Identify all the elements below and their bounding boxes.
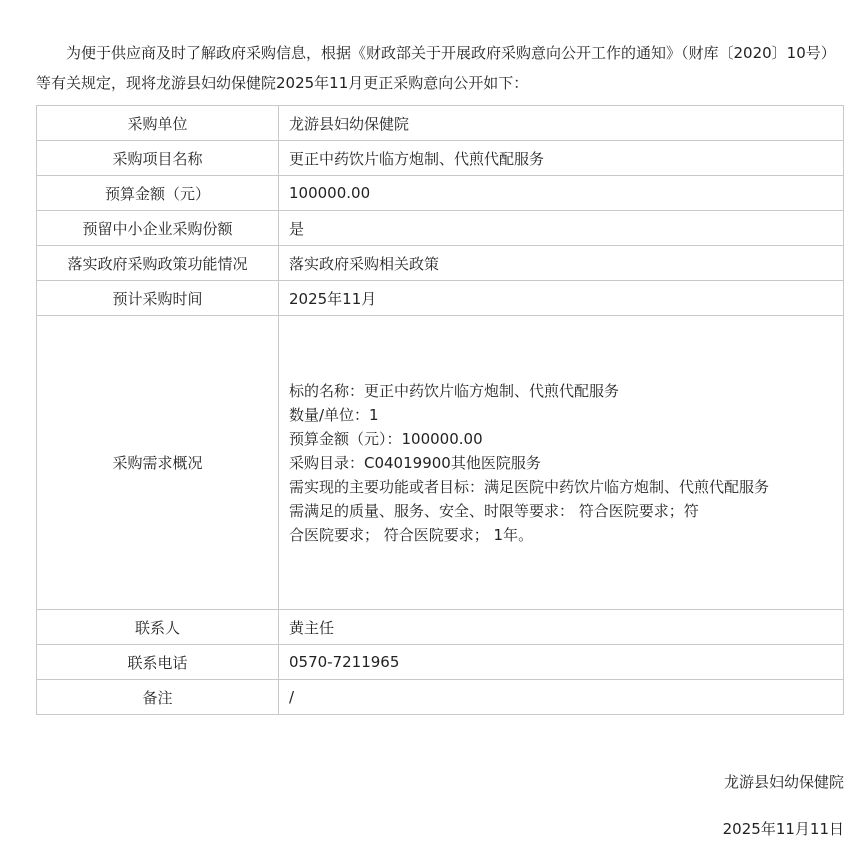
demand-line: 标的名称：更正中药饮片临方炮制、代煎代配服务 — [289, 381, 620, 400]
footer-organization: 龙游县妇幼保健院 — [723, 773, 844, 791]
demand-line: 需实现的主要功能或者目标：满足医院中药饮片临方炮制、代煎代配服务 — [289, 477, 770, 496]
table-row — [37, 610, 844, 645]
demand-summary-cell — [279, 316, 844, 610]
row-value: 落实政府采购相关政策 — [279, 246, 844, 281]
row-value: / — [279, 680, 844, 715]
table-row — [37, 680, 844, 715]
row-label: 预留中小企业采购份额 — [37, 211, 279, 246]
table-row — [37, 211, 844, 246]
row-value: 黄主任 — [279, 610, 844, 645]
table-row — [37, 246, 844, 281]
demand-line: 需满足的质量、服务、安全、时限等要求： 符合医院要求；符 — [289, 501, 699, 520]
row-label: 采购单位 — [37, 106, 279, 141]
table-row-demand — [37, 316, 844, 610]
row-label: 预算金额（元） — [37, 176, 279, 211]
row-value: 龙游县妇幼保健院 — [279, 106, 844, 141]
row-value: 100000.00 — [279, 176, 844, 211]
demand-line: 合医院要求； 符合医院要求； 1年。 — [289, 525, 534, 544]
row-value: 是 — [279, 211, 844, 246]
demand-line: 预算金额（元）：100000.00 — [289, 429, 483, 448]
table-row — [37, 176, 844, 211]
row-label: 采购项目名称 — [37, 141, 279, 176]
row-label: 联系电话 — [37, 645, 279, 680]
row-label: 备注 — [37, 680, 279, 715]
row-value: 2025年11月 — [279, 281, 844, 316]
procurement-intent-table — [36, 105, 844, 715]
demand-line: 采购目录：C04019900其他医院服务 — [289, 453, 541, 472]
demand-summary — [279, 379, 843, 547]
row-label: 采购需求概况 — [37, 316, 279, 610]
table-row — [37, 141, 844, 176]
demand-line: 数量/单位：1 — [289, 405, 379, 424]
row-label: 预计采购时间 — [37, 281, 279, 316]
row-value: 更正中药饮片临方炮制、代煎代配服务 — [279, 141, 844, 176]
row-label: 落实政府采购政策功能情况 — [37, 246, 279, 281]
table-row — [37, 645, 844, 680]
intro-paragraph: 为便于供应商及时了解政府采购信息，根据《财政部关于开展政府采购意向公开工作的通知》（财库〔2020〕10号）等有关规定，现将龙游县妇幼保健院2025年11月更正采购意向公开如下： — [36, 44, 836, 92]
row-value: 0570-7211965 — [279, 645, 844, 680]
table-row — [37, 281, 844, 316]
row-label: 联系人 — [37, 610, 279, 645]
footer-date: 2025年11月11日 — [722, 820, 844, 838]
table-row — [37, 106, 844, 141]
